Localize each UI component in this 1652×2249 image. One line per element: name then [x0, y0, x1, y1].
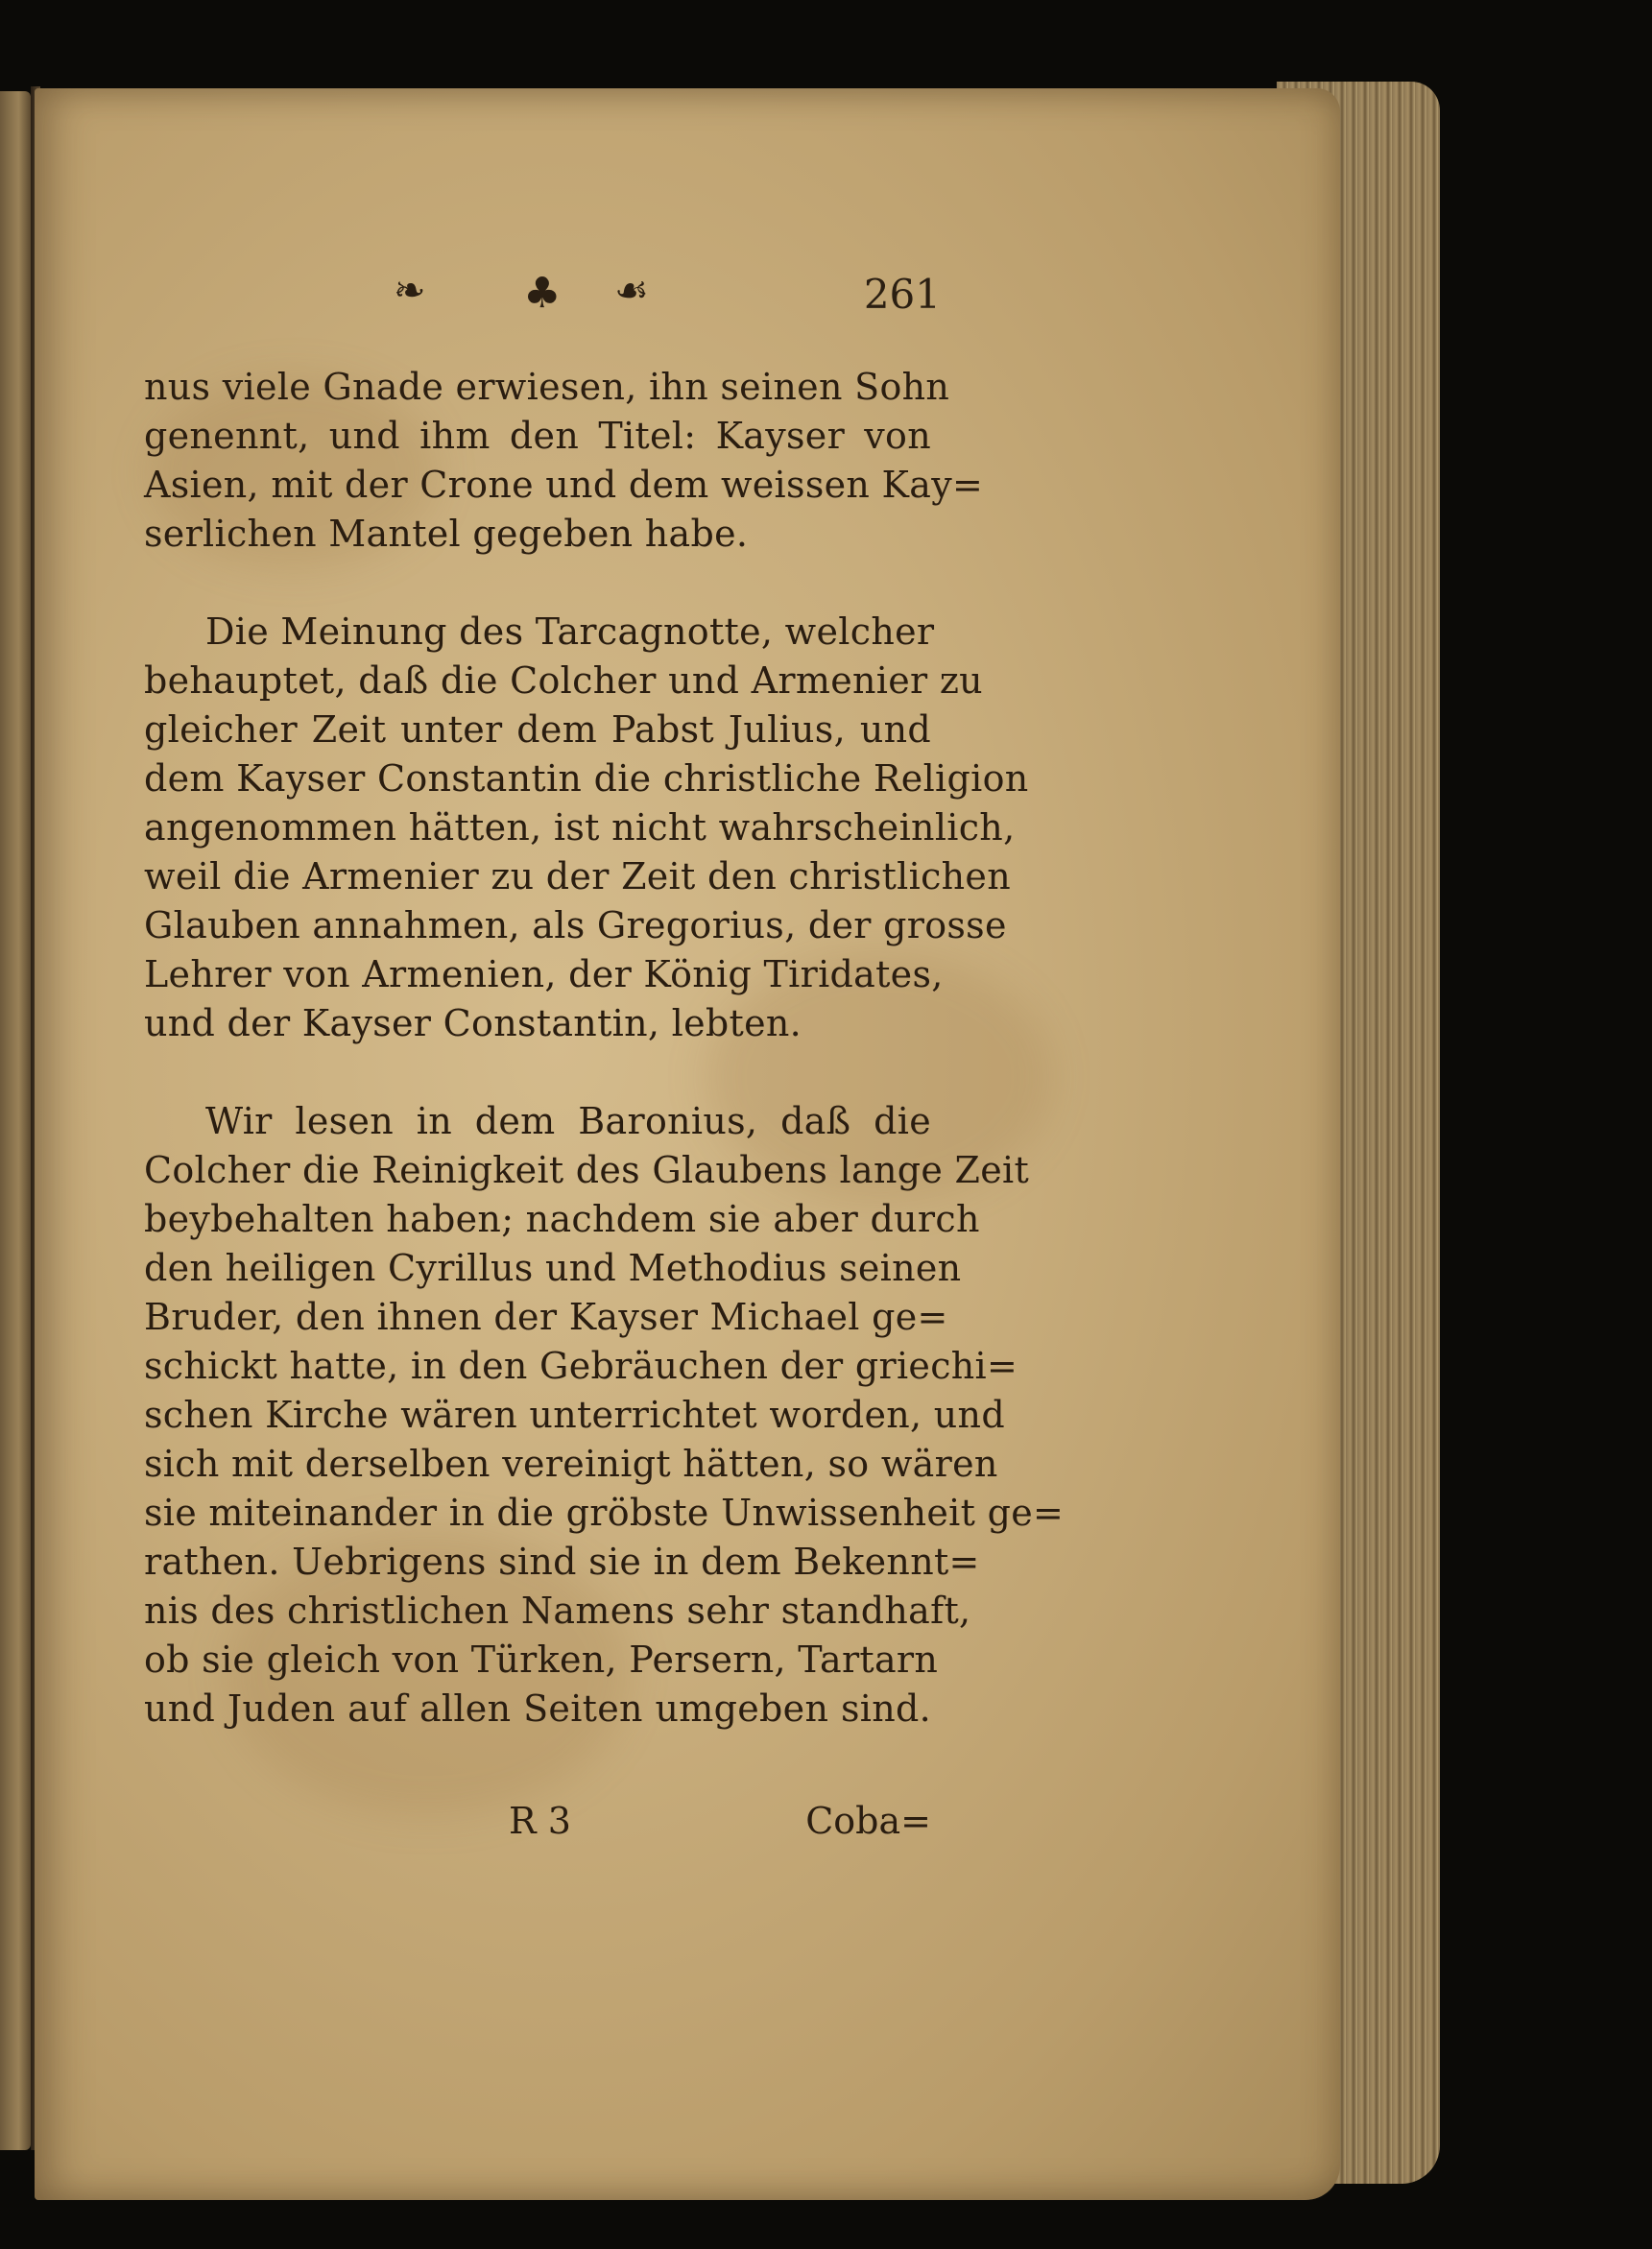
text-line: weil die Armenier zu der Zeit den christlichen	[144, 855, 1011, 897]
text-line: serlichen Mantel gegeben habe.	[144, 513, 749, 555]
text-line: Lehrer von Armenien, der König Tiridates,	[144, 953, 944, 995]
paragraph-gap	[144, 559, 931, 608]
text-line: den heiligen Cyrillus und Methodius seinen	[144, 1247, 962, 1289]
page-footer	[144, 1800, 931, 1853]
header-ornament-left-icon: ❧	[394, 269, 422, 313]
paragraph-gap	[144, 1048, 931, 1097]
text-line: sie miteinander in die gröbste Unwissenheit ge=	[144, 1492, 1065, 1534]
text-line: dem Kayser Constantin die christliche Religion	[144, 757, 1029, 800]
running-header	[394, 269, 941, 326]
text-line: angenommen hätten, ist nicht wahrscheinlich,	[144, 806, 1016, 849]
text-line: Die Meinung des Tarcagnotte, welcher	[205, 610, 935, 653]
text-line: Asien, mit der Crone und dem weissen Kay=	[144, 464, 984, 506]
text-line: gleicher Zeit unter dem Pabst Julius, und	[144, 708, 931, 751]
text-line: und der Kayser Constantin, lebten.	[144, 1002, 802, 1044]
text-line: nus viele Gnade erwiesen, ihn seinen Sohn	[144, 366, 950, 408]
text-line: behauptet, daß die Colcher und Armenier zu	[144, 659, 983, 702]
text-line: Wir lesen in dem Baronius, daß die	[205, 1100, 931, 1142]
page-number: 261	[863, 271, 941, 318]
text-line: genennt, und ihm den Titel: Kayser von	[144, 415, 931, 457]
body-text	[144, 363, 1065, 1734]
text-line: Bruder, den ihnen der Kayser Michael ge=	[144, 1296, 948, 1338]
text-line: schen Kirche wären unterrichtet worden, und	[144, 1394, 1005, 1436]
text-line: schickt hatte, in den Gebräuchen der griechi=	[144, 1345, 1018, 1387]
text-line: rathen. Uebrigens sind sie in dem Bekennt=	[144, 1541, 980, 1583]
header-ornament-right-icon: ☙	[614, 269, 645, 313]
text-line: sich mit derselben vereinigt hätten, so wären	[144, 1443, 998, 1485]
catchword: Coba=	[805, 1800, 931, 1842]
text-line: ob sie gleich von Türken, Persern, Tartarn	[144, 1639, 939, 1681]
text-line: Glauben annahmen, als Gregorius, der grosse	[144, 904, 1007, 946]
header-ornament-center-icon: ♣	[523, 269, 562, 318]
text-line: und Juden auf allen Seiten umgeben sind.	[144, 1687, 931, 1730]
facing-page-edge	[0, 91, 31, 2150]
signature-mark: R 3	[509, 1800, 571, 1842]
text-line: Colcher die Reinigkeit des Glaubens lange Zeit	[144, 1149, 1030, 1191]
text-line: nis des christlichen Namens sehr standhaft,	[144, 1590, 971, 1632]
text-line: beybehalten haben; nachdem sie aber durch	[144, 1198, 980, 1240]
